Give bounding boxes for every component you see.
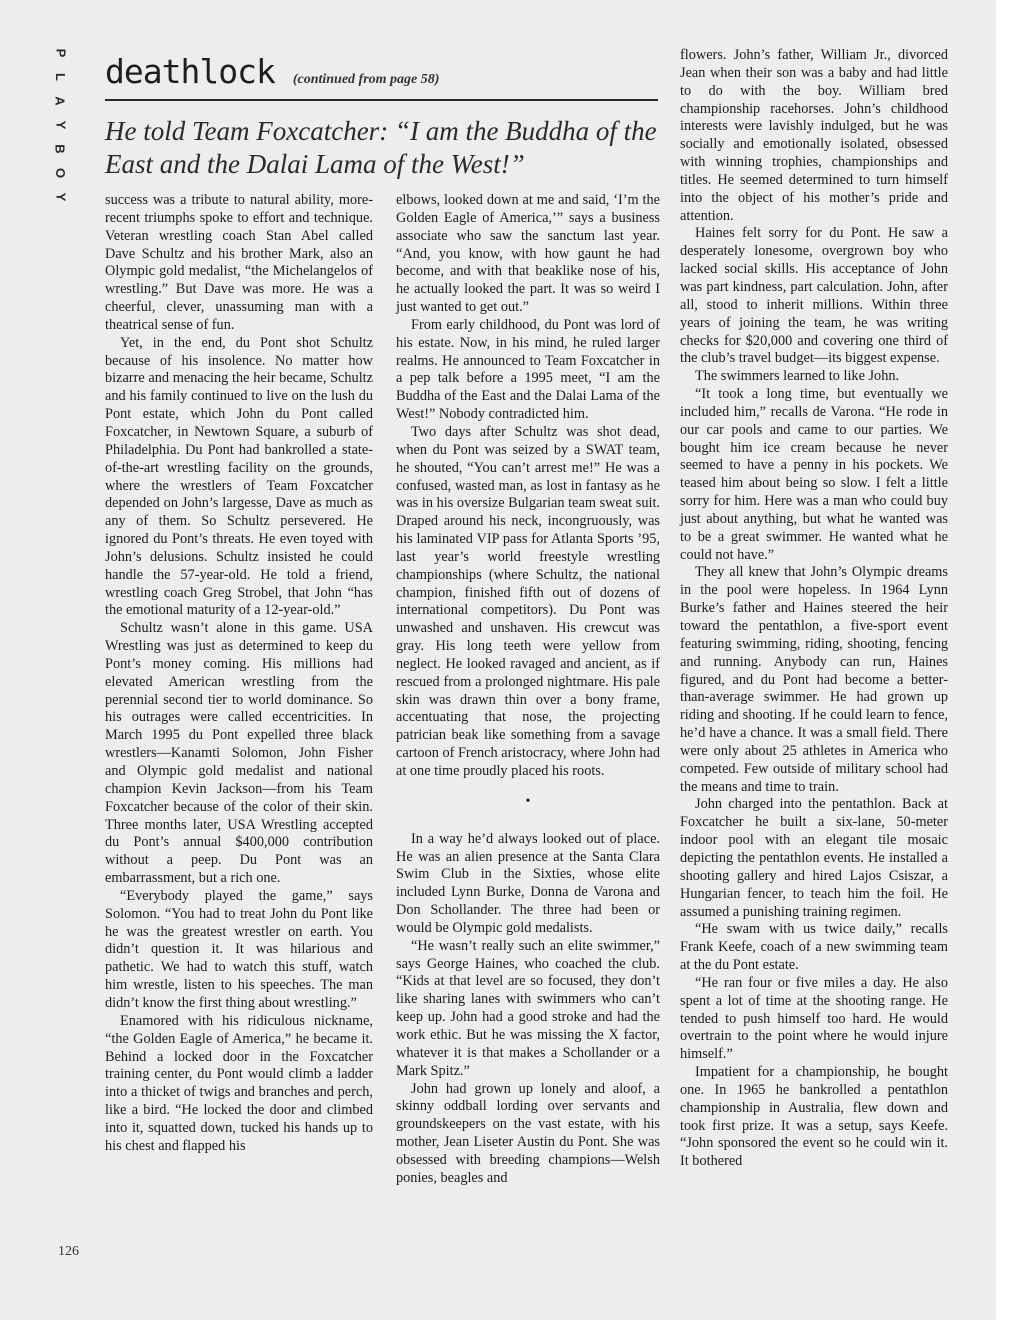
text-column-2 — [396, 192, 660, 1188]
text-column-1 — [105, 192, 373, 1156]
paragraph: “He swam with us twice daily,” recalls Frank Keefe, coach of a new swimming team at the du Pont estate. — [680, 921, 948, 974]
text-column-3 — [680, 47, 948, 1171]
paragraph: From early childhood, du Pont was lord of his estate. Now, in his mind, he ruled larger realms. He announced to Team Foxcatcher in a pep talk before a 1995 meet, “I am the Buddha of the East and the Dalai Lama of the West!” Nobody contradicted him. — [396, 316, 660, 423]
article-header — [105, 52, 658, 181]
paragraph: Two days after Schultz was shot dead, when du Pont was seized by a SWAT team, he shouted, “You can’t arrest me!” He was a confused, wasted man, as lost in fantasy as he was in his oversize Bulgarian team sweat suit. Draped around his neck, incongruously, was his laminated VIP pass for Atlanta Sports ’95, last year’s world freestyle wrestling championships (where Schultz, the national champion, finished fifth out of dozens of international competitors). Du Pont was unwashed and unshaven. His crewcut was gray. His long teeth were yellow from neglect. He looked ravaged and ancient, as if rescued from a prolonged nightmare. His pale skin was drawn thin over a bony frame, accentuating that nose, the projecting patrician beak like something from a savage cartoon of French aristocracy, where John had at one time proudly placed his roots. — [396, 423, 660, 779]
headline: He told Team Foxcatcher: “I am the Buddha of the East and the Dalai Lama of the West!” — [105, 116, 657, 179]
paragraph: flowers. John’s father, William Jr., divorced Jean when their son was a baby and had little to do with the boy. William bred championship racehorses. John’s childhood interests were lavishly indulged, but he was socially and emotionally isolated, obsessed with winning trophies, championships and titles. He seemed determined to turn himself into the object of his mother’s pride and attention. — [680, 47, 948, 224]
header-rule — [105, 99, 658, 101]
paragraph: The swimmers learned to like John. — [695, 368, 900, 385]
paragraph: Schultz wasn’t alone in this game. USA Wrestling was just as determined to keep du Pont’s money coming. His millions had elevated American wrestling from the perennial second tier to world dominance. So his outrages were called eccentricities. In March 1995 du Pont expelled three black wrestlers—Kanamti Solomon, John Fisher and Olympic gold medalist and national champion Kevin Jackson—from his Team Foxcatcher because of the color of their skin. Three months later, USA Wrestling accepted du Pont’s annual $400,000 contribution without a peep. Du Pont was an embarrassment, but a rich one. — [105, 620, 373, 887]
page-number: 126 — [58, 1244, 79, 1259]
paragraph: elbows, looked down at me and said, ‘I’m the Golden Eagle of America,’” says a business associate who saw the sanctum last year. “And, you know, with how gaunt he had become, and with that beaklike nose of his, he actually looked the part. It was so weird I just wanted to get out.” — [396, 192, 660, 316]
section-separator-bullet: • — [525, 793, 531, 809]
magazine-name-vertical — [50, 46, 70, 204]
magazine-letter: Y — [52, 120, 68, 130]
magazine-letter: O — [53, 167, 68, 179]
magazine-letter: L — [52, 73, 68, 81]
paragraph: “It took a long time, but eventually we included him,” recalls de Varona. “He rode in our car pools and came to our parties. We bought him ice cream because he never seemed to have a penny in his pockets. We teased him about being so slow. I felt a little sorry for him. Here was a man who could buy just about anything, but what he wanted was to be a great swimmer. He wanted what he could not have.” — [680, 386, 948, 563]
magazine-letter: Y — [52, 192, 68, 202]
paragraph: John charged into the pentathlon. Back at Foxcatcher he built a six-lane, 50-meter indoor pool with an elegant tile mosaic depicting the pentathlon events. He installed a shooting gallery and hired Lajos Csiszar, a Hungarian fencer, to teach him the foil. He assumed a punishing training regimen. — [680, 796, 948, 920]
paragraph: “Everybody played the game,” says Solomon. “You had to treat John du Pont like he was the greatest wrestler on earth. You didn’t question it. It was hilarious and pathetic. We had to watch this stuff, watch him wrestle, listen to his speeches. The man didn’t know the first thing about wrestling.” — [105, 887, 373, 1011]
paragraph: “He wasn’t really such an elite swimmer,” says George Haines, who coached the club. “Kids at that level are so focused, they don’t like sharing lanes with swimmers who can’t keep up. John had a good stroke and had the work ethic. But he was missing the X factor, whatever it is that makes a Schollander or a Mark Spitz.” — [396, 937, 660, 1079]
paragraph: They all knew that John’s Olympic dreams in the pool were hopeless. In 1964 Lynn Burke’s father and Haines steered the heir toward the pentathlon, a five-sport event featuring swimming, riding, shooting, fencing and running. Anybody can run, Haines figured, and du Pont had become a better-than-average swimmer. He had grown up riding and shooting. If he could learn to fence, he’d have a chance. It was a small field. There were only about 25 athletes in America who competed. Few outside of military school had the means and time to train. — [680, 564, 948, 795]
continued-note: (continued from page 58) — [292, 72, 440, 87]
paragraph: success was a tribute to natural ability, more-recent triumphs spoke to effort and technique. Veteran wrestling coach Stan Abel called Dave Schultz and his brother Mark, also an Olympic gold medalist, “the Michelangelos of wrestling.” But Dave was more. He was a cheerful, clever, unassuming man with a theatrical sense of fun. — [105, 192, 373, 333]
paragraph: Haines felt sorry for du Pont. He saw a desperately lonesome, overgrown boy who lacked social skills. His acceptance of John was part kindness, part calculation. John, after all, stood to inherit millions. Within three years of joining the team, he was writing checks for $20,000 and covering one third of the club’s travel budget—its biggest expense. — [680, 225, 948, 367]
magazine-letter: A — [52, 96, 68, 106]
page-margin-strip — [996, 0, 1020, 1320]
magazine-letter: P — [52, 48, 68, 58]
paragraph: In a way he’d always looked out of place. He was an alien presence at the Santa Clara Swim Club in the Sixties, whose elite included Lynn Burke, Donna de Varona and Don Schollander. The three had been or would be Olympic gold medalists. — [396, 830, 660, 936]
paragraph: “He ran four or five miles a day. He also spent a lot of time at the shooting range. He tended to push himself too hard. He would overtrain to the point where he would injure himself.” — [680, 974, 948, 1063]
kicker-row — [105, 52, 658, 91]
section-kicker: deathlock — [105, 52, 275, 91]
magazine-letter: B — [52, 144, 68, 154]
paragraph: Impatient for a championship, he bought one. In 1965 he bankrolled a pentathlon championship in Australia, flew down and took first prize. It was a setup, says Keefe. “John sponsored the event so he could win it. It bothered — [680, 1064, 948, 1170]
paragraph: John had grown up lonely and aloof, a skinny oddball lording over servants and groundskeepers on the vast estate, with his mother, Jean Liseter Austin du Pont. She was obsessed with breeding champions—Welsh ponies, beagles and — [396, 1080, 660, 1186]
paragraph: Enamored with his ridiculous nickname, “the Golden Eagle of America,” he became it. Behind a locked door in the Foxcatcher training center, du Pont would climb a ladder into a thicket of twigs and branches and perch, like a bird. “He locked the door and climbed into it, squatted down, tucked his hands up to his chest and flapped his — [105, 1012, 373, 1154]
paragraph: Yet, in the end, du Pont shot Schultz because of his insolence. No matter how bizarre and menacing the heir became, Schultz and his family continued to live on the lush du Pont estate, which John du Pont called Foxcatcher, in Newtown Square, a suburb of Philadelphia. Du Pont had bankrolled a state-of-the-art wrestling facility on the grounds, where the wrestlers of Team Foxcatcher depended on John’s largesse, Dave as much as any of them. So Schultz persevered. He ignored du Pont’s threats. He even toyed with John’s delusions. Schultz insisted he could handle the 57-year-old. He told a friend, wrestling coach Greg Strobel, that John “has the emotional maturity of a 12-year-old.” — [105, 334, 373, 619]
